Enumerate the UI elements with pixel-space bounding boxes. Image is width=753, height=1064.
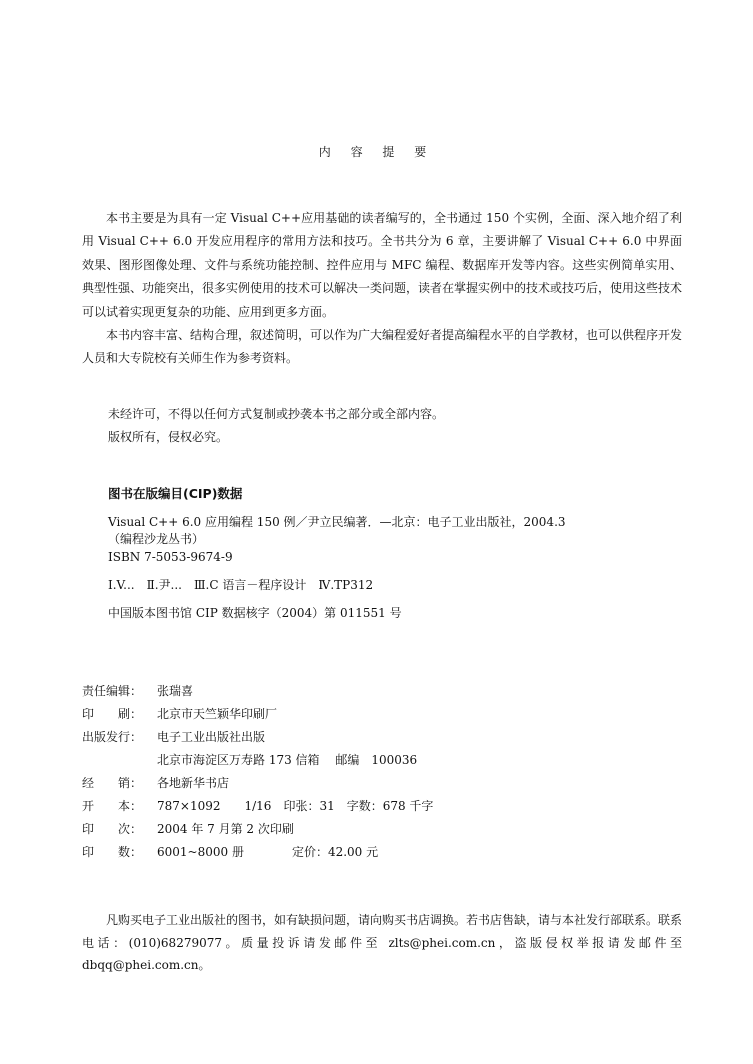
printer-value: 北京市天竺颖华印刷厂 [157, 707, 278, 721]
publisher-address: 北京市海淀区万寿路 173 信箱 邮编 100036 [157, 753, 418, 767]
edition-value: 2004 年 7 月第 2 次印刷 [157, 822, 294, 836]
purchase-notice: 凡购买电子工业出版社的图书，如有缺损问题，请向购买书店调换。若书店售缺，请与本社发行部联系。联系电话：(010)68279077。质量投诉请发邮件至 zlts@phei.com.cn，盗版侵权举报请发邮件至 dbqq@phei.com.cn。 [82, 913, 686, 972]
edition-label: 印 次： [82, 822, 143, 836]
summary-paragraph-2: 本书内容丰富、结构合理，叙述简明，可以作为广大编程爱好者提高编程水平的自学教材，也可以供程序开发人员和大专院校有关师生作为参考资料。 [82, 328, 683, 366]
cip-series: （编程沙龙丛书） [108, 532, 205, 546]
publisher-value: 电子工业出版社出版 [157, 730, 266, 744]
rights-reserved: 版权所有，侵权必究。 [108, 430, 229, 444]
editor-label: 责任编辑： [82, 684, 143, 698]
summary-paragraph-1: 本书主要是为具有一定 Visual C++应用基础的读者编写的，全书通过 150 个实例，全面、深入地介绍了利用 Visual C++ 6.0 开发应用程序的常用方法和技巧。全书共分为 6 章，主要讲解了 Visual C++ 6.0 中界面效果、图形图像处理、文件与系统功能控制、控件应用与 MFC 编程、数据库开发等内容。这些实例简单实用、典型性强、功能突出，很多实例使用的技术可以解决一类问题，读者在掌握实例中的技术或技巧后，使用这些技术可以试着实现更复杂的功能、应用到更多方面。 [82, 211, 683, 319]
distributor-label: 经 销： [82, 776, 143, 790]
page-title: 内 容 提 要 [318, 145, 435, 159]
cip-classification: Ⅰ.V... Ⅱ.尹... Ⅲ.C 语言－程序设计 Ⅳ.TP312 [108, 578, 374, 592]
format-label: 开 本： [82, 799, 143, 813]
printer-label: 印 刷： [82, 707, 143, 721]
cip-book-entry: Visual C++ 6.0 应用编程 150 例／尹立民编著．—北京：电子工业出版社，2004.3 [108, 515, 566, 529]
distributor-value: 各地新华书店 [157, 776, 230, 790]
print-count-value: 6001~8000 册 定价：42.00 元 [157, 845, 379, 859]
cip-record-number: 中国版本图书馆 CIP 数据核字（2004）第 011551 号 [108, 606, 402, 620]
editor-value: 张瑞喜 [157, 684, 194, 698]
cip-heading: 图书在版编目(CIP)数据 [108, 486, 243, 501]
format-value: 787×1092 1/16 印张：31 字数：678 千字 [157, 799, 434, 813]
publisher-label: 出版发行： [82, 730, 143, 744]
print-count-label: 印 数： [82, 845, 143, 859]
cip-isbn: ISBN 7-5053-9674-9 [108, 550, 233, 564]
copyright-notice: 未经许可，不得以任何方式复制或抄袭本书之部分或全部内容。 [108, 407, 445, 421]
